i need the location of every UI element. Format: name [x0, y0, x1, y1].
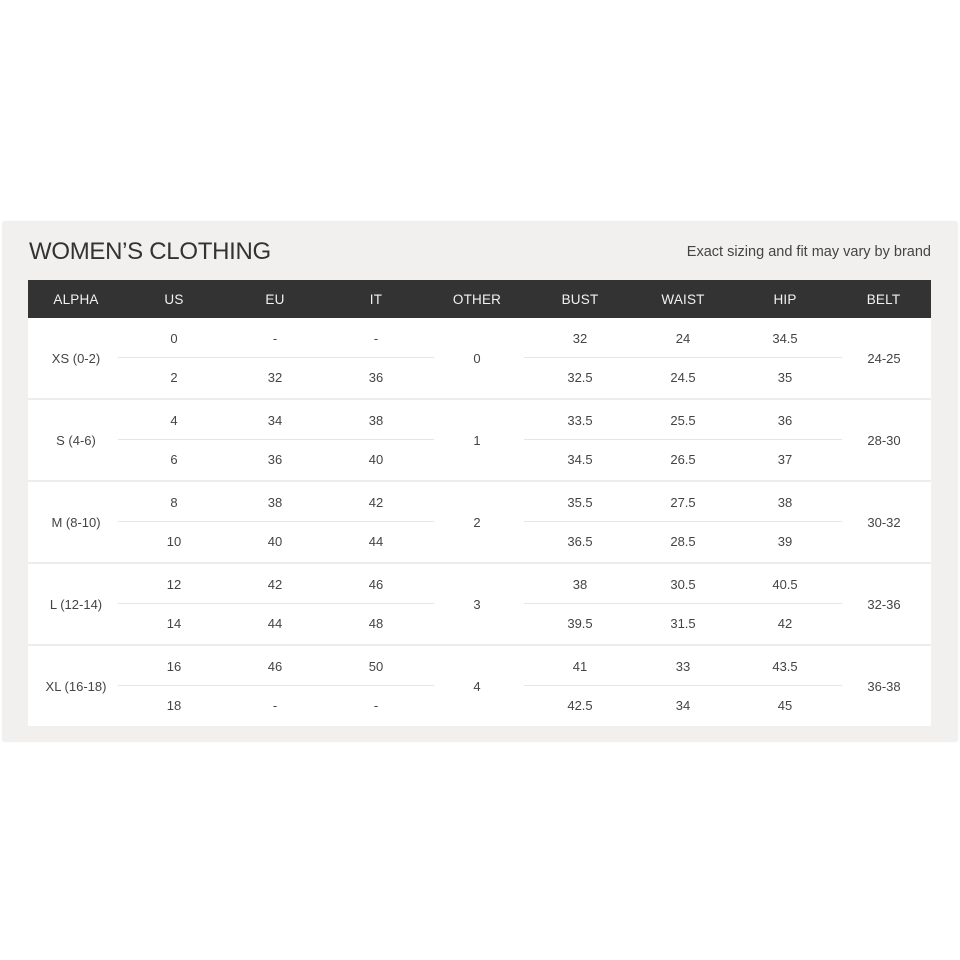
cell-waist: 24 [675, 330, 691, 346]
size-table [28, 280, 931, 726]
cell-belt: 28-30 [867, 432, 901, 448]
cell-us: 8 [170, 494, 178, 510]
cell-eu: - [272, 697, 278, 713]
cell-alpha: M (8-10) [51, 514, 101, 530]
cell-waist: 28.5 [670, 533, 696, 549]
cell-hip: 38 [777, 494, 793, 510]
cell-other: 0 [473, 350, 481, 366]
cell-hip: 40.5 [772, 576, 798, 592]
header-us: US [164, 291, 184, 307]
row-divider [524, 439, 842, 440]
cell-alpha: XS (0-2) [51, 350, 101, 366]
header-alpha: ALPHA [53, 291, 99, 307]
row-divider [118, 603, 434, 604]
cell-waist: 25.5 [670, 412, 696, 428]
cell-hip: 43.5 [772, 658, 798, 674]
cell-it: 36 [368, 369, 384, 385]
cell-it: 42 [368, 494, 384, 510]
size-chart-panel [3, 222, 957, 741]
cell-it: 38 [368, 412, 384, 428]
sizing-note: Exact sizing and fit may vary by brand [686, 244, 931, 260]
cell-eu: 38 [267, 494, 283, 510]
cell-waist: 30.5 [670, 576, 696, 592]
cell-alpha: L (12-14) [49, 596, 103, 612]
cell-bust: 39.5 [567, 615, 593, 631]
cell-bust: 34.5 [567, 451, 593, 467]
cell-hip: 34.5 [772, 330, 798, 346]
cell-belt: 24-25 [867, 350, 901, 366]
cell-belt: 32-36 [867, 596, 901, 612]
header-belt: BELT [866, 291, 901, 307]
cell-hip: 39 [777, 533, 793, 549]
cell-us: 18 [166, 697, 182, 713]
cell-waist: 24.5 [670, 369, 696, 385]
cell-us: 6 [170, 451, 178, 467]
header-waist: WAIST [661, 291, 705, 307]
table-header [28, 280, 931, 318]
cell-eu: 34 [267, 412, 283, 428]
cell-waist: 34 [675, 697, 691, 713]
cell-us: 4 [170, 412, 178, 428]
cell-waist: 33 [675, 658, 691, 674]
size-group-row [28, 400, 931, 482]
chart-title: WOMEN’S CLOTHING [29, 238, 271, 265]
size-group-row [28, 318, 931, 400]
cell-it: 40 [368, 451, 384, 467]
cell-us: 10 [166, 533, 182, 549]
row-divider [118, 685, 434, 686]
size-group-row [28, 482, 931, 564]
cell-bust: 35.5 [567, 494, 593, 510]
cell-us: 12 [166, 576, 182, 592]
cell-alpha: S (4-6) [56, 432, 96, 448]
cell-hip: 42 [777, 615, 793, 631]
cell-other: 1 [473, 432, 481, 448]
cell-eu: 32 [267, 369, 283, 385]
cell-it: 48 [368, 615, 384, 631]
cell-us: 0 [170, 330, 178, 346]
cell-other: 3 [473, 596, 481, 612]
cell-hip: 45 [777, 697, 793, 713]
cell-bust: 33.5 [567, 412, 593, 428]
size-group-row [28, 646, 931, 726]
cell-it: 46 [368, 576, 384, 592]
cell-belt: 30-32 [867, 514, 901, 530]
size-group-row [28, 564, 931, 646]
row-divider [524, 603, 842, 604]
cell-bust: 41 [572, 658, 588, 674]
row-divider [524, 521, 842, 522]
cell-waist: 31.5 [670, 615, 696, 631]
cell-it: - [373, 697, 379, 713]
header-eu: EU [265, 291, 285, 307]
cell-us: 16 [166, 658, 182, 674]
cell-eu: 42 [267, 576, 283, 592]
cell-bust: 42.5 [567, 697, 593, 713]
cell-it: 50 [368, 658, 384, 674]
cell-bust: 36.5 [567, 533, 593, 549]
cell-eu: 36 [267, 451, 283, 467]
cell-us: 14 [166, 615, 182, 631]
cell-waist: 26.5 [670, 451, 696, 467]
header-hip: HIP [773, 291, 797, 307]
header-it: IT [369, 291, 383, 307]
cell-it: - [373, 330, 379, 346]
cell-hip: 36 [777, 412, 793, 428]
cell-hip: 35 [777, 369, 793, 385]
row-divider [118, 521, 434, 522]
cell-bust: 38 [572, 576, 588, 592]
cell-belt: 36-38 [867, 678, 901, 694]
cell-alpha: XL (16-18) [45, 678, 107, 694]
cell-hip: 37 [777, 451, 793, 467]
cell-bust: 32 [572, 330, 588, 346]
row-divider [524, 685, 842, 686]
cell-eu: 46 [267, 658, 283, 674]
cell-eu: 40 [267, 533, 283, 549]
cell-eu: - [272, 330, 278, 346]
cell-us: 2 [170, 369, 178, 385]
row-divider [524, 357, 842, 358]
cell-waist: 27.5 [670, 494, 696, 510]
header-other: OTHER [452, 291, 502, 307]
table-body [28, 318, 931, 726]
cell-it: 44 [368, 533, 384, 549]
cell-bust: 32.5 [567, 369, 593, 385]
row-divider [118, 439, 434, 440]
cell-other: 4 [473, 678, 481, 694]
cell-other: 2 [473, 514, 481, 530]
header-bust: BUST [561, 291, 599, 307]
row-divider [118, 357, 434, 358]
cell-eu: 44 [267, 615, 283, 631]
